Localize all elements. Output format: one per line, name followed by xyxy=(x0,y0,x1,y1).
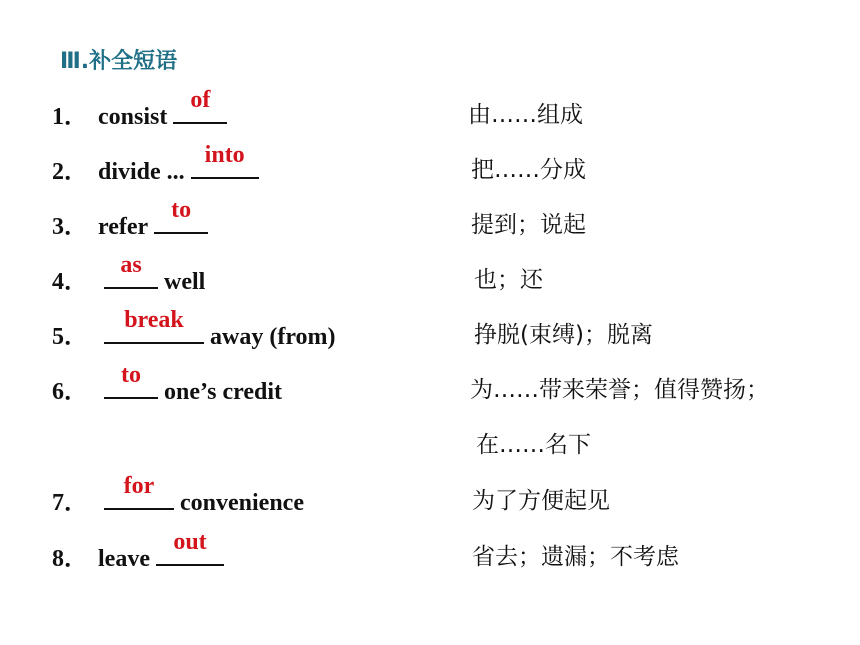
phrase-row-1 xyxy=(0,87,860,138)
phrase-row-5 xyxy=(0,307,860,358)
answer-text: out xyxy=(173,529,207,555)
item-number: 5． xyxy=(52,324,88,350)
item-number: 3． xyxy=(52,214,88,240)
phrase-english xyxy=(52,197,214,244)
phrase-text-before: consist xyxy=(98,104,168,130)
phrase-english xyxy=(52,529,230,576)
phrase-row-4 xyxy=(0,252,860,303)
item-number: 7． xyxy=(52,490,88,516)
answer-blank xyxy=(104,307,204,344)
section-heading: Ⅲ.补全短语 xyxy=(60,49,178,74)
answer-blank xyxy=(173,87,227,124)
phrase-text-before: divide ... xyxy=(98,159,185,185)
item-number: 4． xyxy=(52,269,88,295)
phrase-english xyxy=(52,307,336,354)
answer-text: into xyxy=(204,142,245,168)
phrase-row-6-continued xyxy=(0,428,860,468)
phrase-english xyxy=(52,87,233,134)
answer-blank xyxy=(154,197,208,234)
phrase-meaning-continued: 在……名下 xyxy=(476,432,591,458)
answer-blank xyxy=(104,252,158,289)
phrase-text-before: refer xyxy=(98,214,149,240)
answer-text: break xyxy=(124,307,184,333)
answer-text: as xyxy=(120,252,142,278)
answer-blank xyxy=(104,473,174,510)
phrase-meaning: 提到；说起 xyxy=(471,212,586,238)
phrase-row-3 xyxy=(0,197,860,248)
phrase-meaning: 也；还 xyxy=(474,267,543,293)
phrase-text-after: one’s credit xyxy=(164,379,282,405)
item-number: 6． xyxy=(52,379,88,405)
phrase-meaning: 挣脱(束缚)；脱离 xyxy=(474,322,653,348)
answer-text: for xyxy=(123,473,155,499)
item-number: 2． xyxy=(52,159,88,185)
phrase-meaning: 省去；遗漏；不考虑 xyxy=(472,544,679,570)
phrase-row-6 xyxy=(0,362,860,413)
item-number: 8． xyxy=(52,546,88,572)
phrase-meaning: 把……分成 xyxy=(471,157,586,183)
phrase-english xyxy=(52,252,206,299)
phrase-row-8 xyxy=(0,529,860,580)
phrase-meaning: 为……带来荣誉；值得赞扬； xyxy=(470,377,769,403)
answer-text: to xyxy=(121,362,141,388)
phrase-text-before: leave xyxy=(98,546,150,572)
answer-blank xyxy=(191,142,259,179)
phrase-text-after: away (from) xyxy=(210,324,336,350)
phrase-english xyxy=(52,473,304,520)
phrase-row-2 xyxy=(0,142,860,193)
phrase-text-after: convenience xyxy=(180,490,304,516)
phrase-english xyxy=(52,362,282,409)
phrase-row-7 xyxy=(0,473,860,524)
answer-blank xyxy=(156,529,224,566)
answer-blank xyxy=(104,362,158,399)
answer-text: of xyxy=(190,87,211,113)
phrase-english xyxy=(52,142,265,189)
phrase-text-after: well xyxy=(164,269,206,295)
answer-text: to xyxy=(171,197,192,223)
item-number: 1． xyxy=(52,104,88,130)
phrase-meaning: 由……组成 xyxy=(468,102,583,128)
phrase-meaning: 为了方便起见 xyxy=(472,488,610,514)
